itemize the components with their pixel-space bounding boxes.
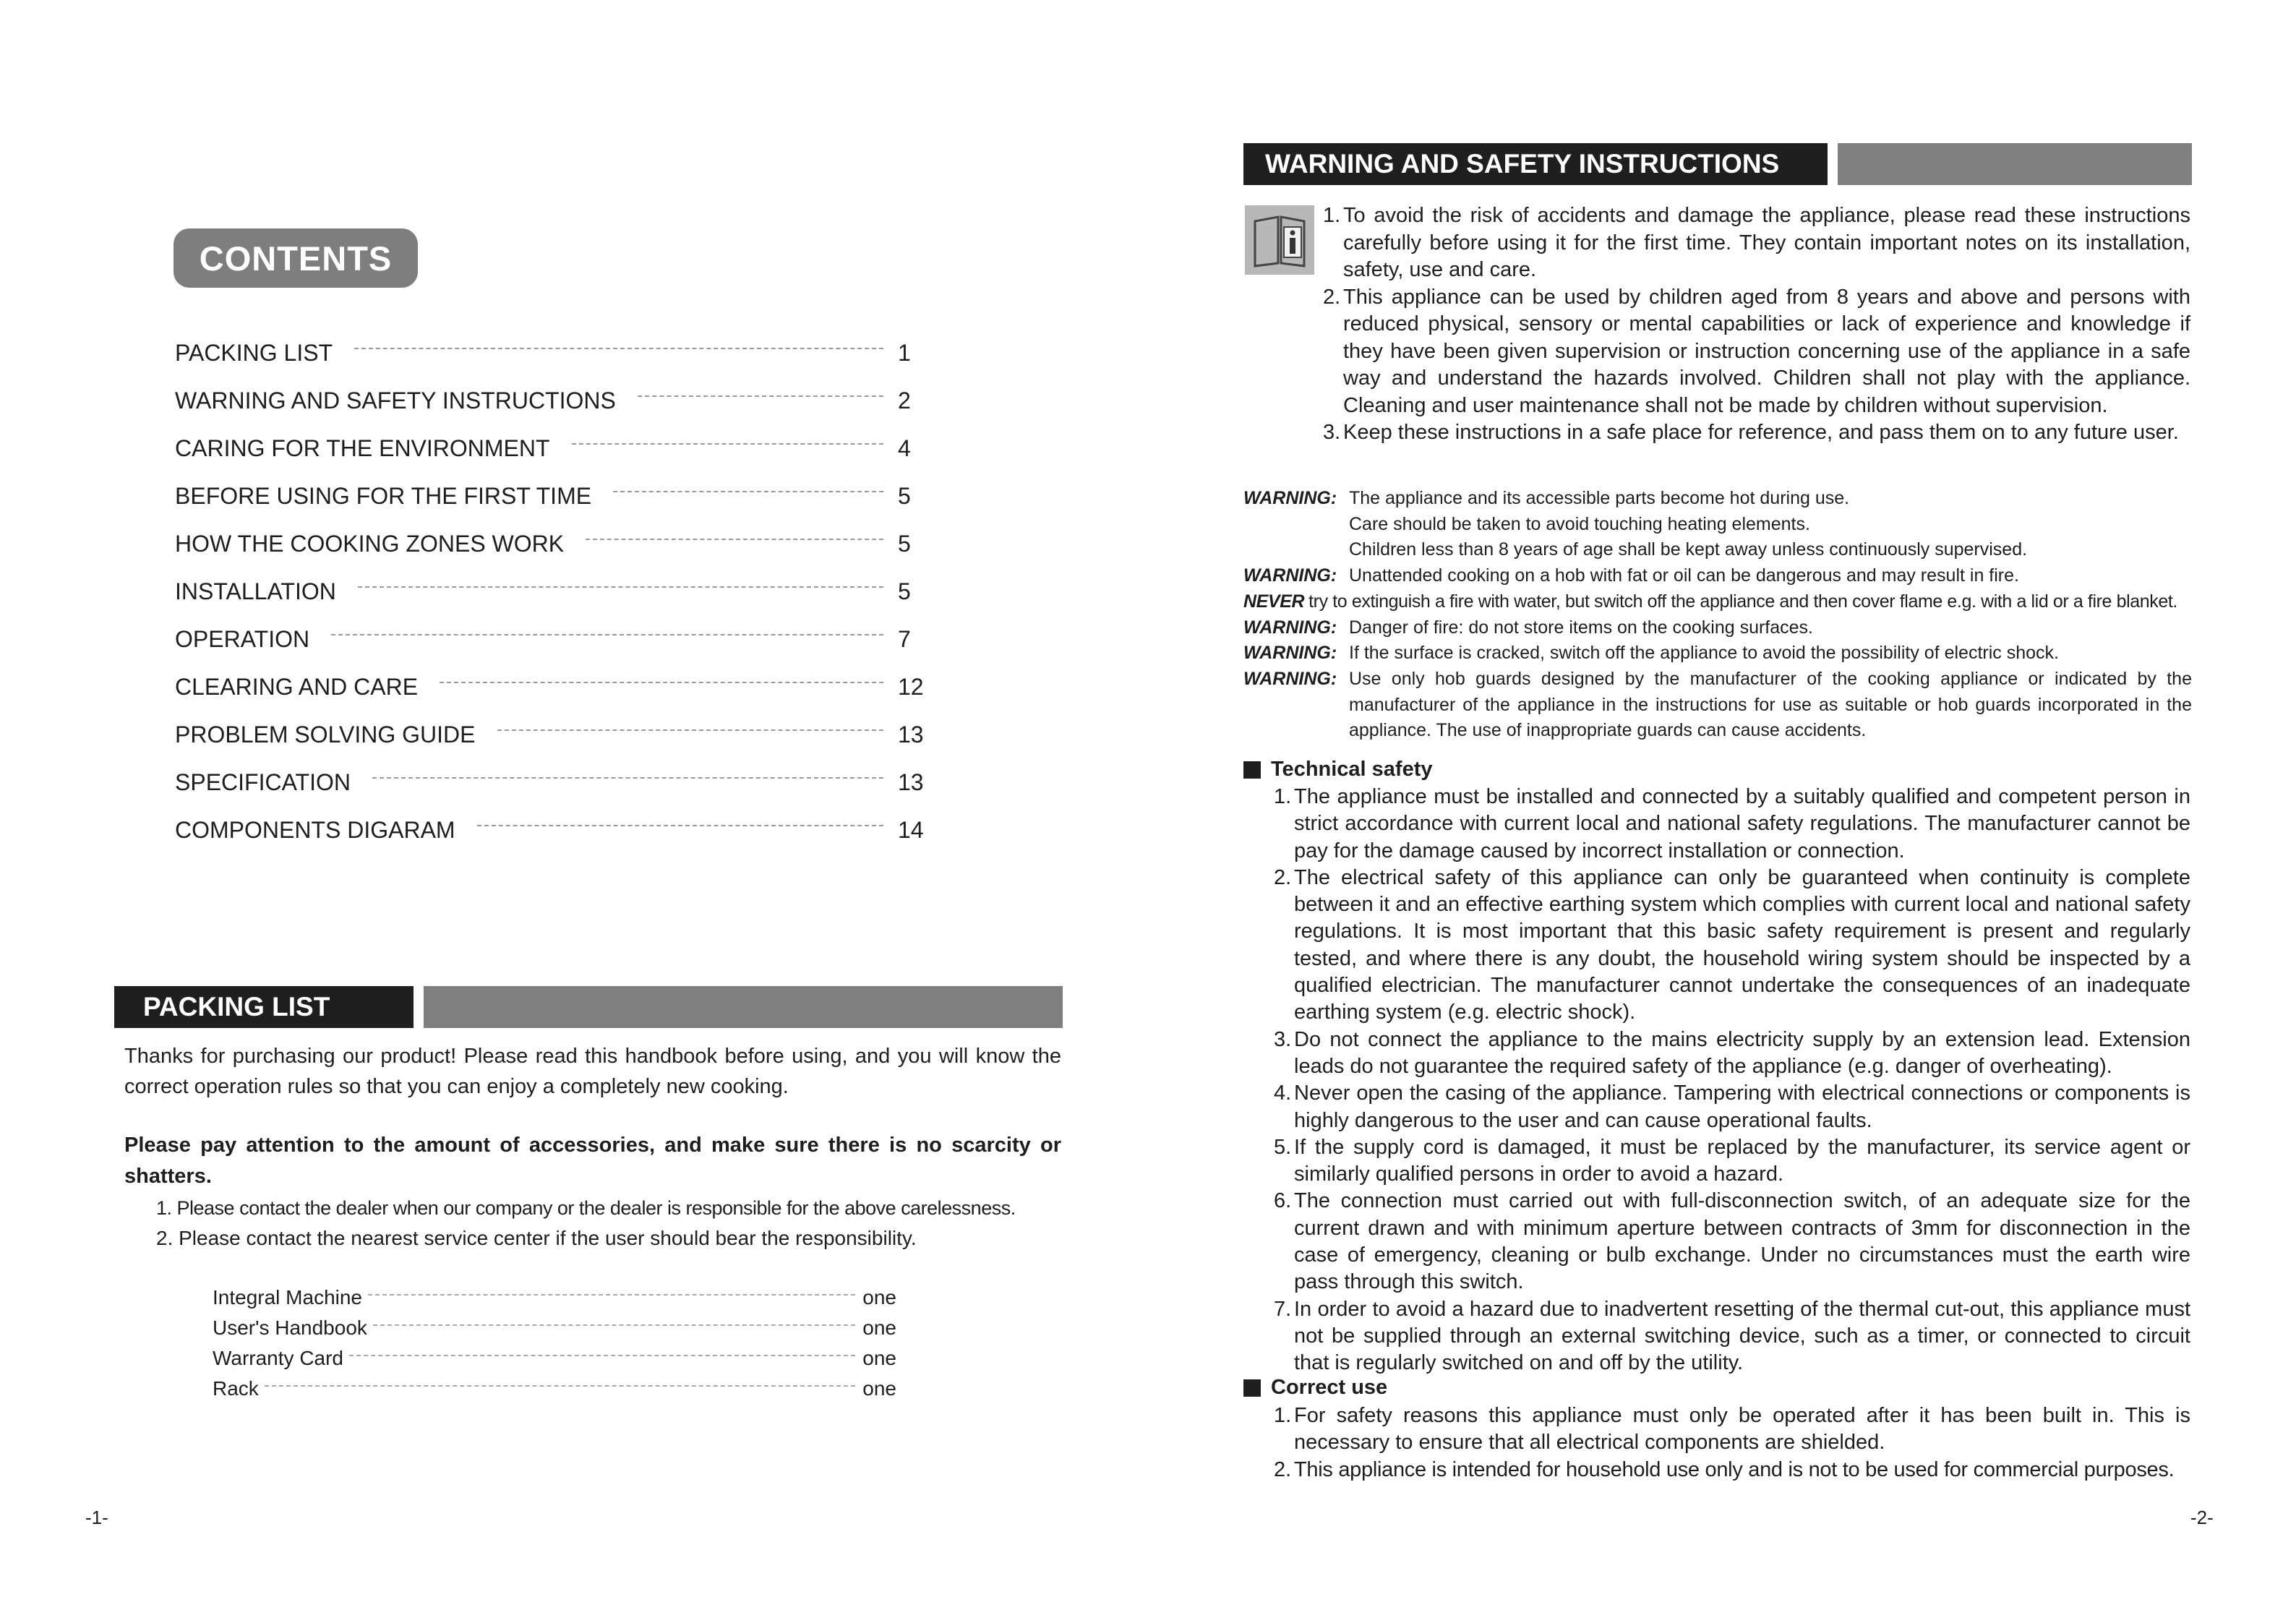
list-item bbox=[1274, 865, 2190, 1027]
item-number: 6. bbox=[1274, 1189, 1292, 1213]
toc-page: 12 bbox=[898, 673, 924, 700]
toc-page: 14 bbox=[898, 816, 924, 843]
square-bullet-icon bbox=[1243, 1379, 1261, 1397]
toc-entry bbox=[175, 806, 924, 854]
toc-leader bbox=[638, 395, 883, 397]
item-number: 4. bbox=[1274, 1082, 1292, 1105]
accessory-leader bbox=[265, 1385, 855, 1387]
warning-text: If the surface is cracked, switch off the appliance to avoid the possibility of electric shock. bbox=[1349, 643, 2059, 664]
warning-row bbox=[1243, 641, 2192, 667]
list-item bbox=[1274, 1134, 2190, 1189]
heading-text: Technical safety bbox=[1271, 758, 1433, 781]
never-text: try to extinguish a fire with water, but switch off the appliance and then cover flame e.g. with a lid or a fire blanket. bbox=[1308, 591, 2177, 612]
toc-label: OPERATION bbox=[175, 625, 310, 652]
accessory-list bbox=[213, 1282, 896, 1404]
item-number: 3. bbox=[1274, 1027, 1292, 1051]
toc-page: 5 bbox=[898, 578, 911, 604]
accessory-row bbox=[213, 1374, 896, 1404]
toc-page: 5 bbox=[898, 482, 911, 509]
packing-list-title: PACKING LIST bbox=[114, 986, 414, 1028]
item-text: The electrical safety of this appliance can only be guaranteed when continuity is complete between it and an effective earthing system which complies with current local and national safety regulations. It is most important that this basic safety requirement is present and regularly tested, and where there is any doubt, the household wiring system should be inspected by a qualified electrician. The manufacturer cannot undertake the consequences of an inadequate earthing system (e.g. electric shock). bbox=[1294, 865, 2190, 1024]
warning-row bbox=[1243, 486, 2192, 512]
warning-text: Use only hob guards designed by the manufacturer of the cooking appliance or indicated by the manufacturer of the appliance in the instructions for use as suitable or hob guards incorporated in the appliance. The use of inappropriate guards can cause accidents. bbox=[1349, 668, 2192, 741]
toc-entry bbox=[175, 615, 924, 663]
accessory-name: Integral Machine bbox=[213, 1286, 363, 1309]
item-number: 1. bbox=[1274, 1404, 1292, 1427]
toc-entry bbox=[175, 758, 924, 806]
technical-safety-list bbox=[1274, 784, 2190, 1377]
item-text: In order to avoid a hazard due to inadvertent resetting of the thermal cut-out, this appliance must not be supplied through an external switching device, such as a timer, or connected to circuit that is regularly switched on and off by the utility. bbox=[1294, 1297, 2190, 1375]
accessory-leader bbox=[373, 1324, 855, 1326]
warning-row bbox=[1243, 537, 2192, 563]
packing-note: 1. Please contact the dealer when our company or the dealer is responsible for the above carelessness. bbox=[156, 1197, 1016, 1219]
warning-header bbox=[1243, 143, 2192, 185]
item-number: 2. bbox=[1274, 865, 1292, 889]
item-text: If the supply cord is damaged, it must be replaced by the manufacturer, its service agent or similarly qualified persons in order to avoid a hazard. bbox=[1294, 1135, 2190, 1186]
header-bar-fill bbox=[424, 986, 1063, 1028]
item-text: For safety reasons this appliance must only be operated after it has been built in. This is necessary to ensure that all electrical components are shielded. bbox=[1294, 1404, 2190, 1455]
toc-leader bbox=[477, 825, 883, 826]
toc-leader bbox=[613, 491, 883, 492]
header-bar-fill bbox=[1838, 143, 2192, 185]
warning-row bbox=[1243, 615, 2192, 641]
accessory-qty: one bbox=[862, 1347, 896, 1369]
toc-entry bbox=[175, 711, 924, 758]
list-item bbox=[1274, 1296, 2190, 1377]
never-row bbox=[1243, 589, 2192, 615]
warning-keyword: WARNING: bbox=[1243, 488, 1337, 508]
list-item bbox=[1274, 1403, 2190, 1457]
list-item bbox=[1323, 202, 2190, 284]
toc-page: 4 bbox=[898, 434, 911, 461]
toc-label: WARNING AND SAFETY INSTRUCTIONS bbox=[175, 387, 616, 414]
toc-entry bbox=[175, 472, 924, 520]
accessory-row bbox=[213, 1343, 896, 1374]
item-text: Keep these instructions in a safe place for reference, and pass them on to any future user. bbox=[1343, 421, 2179, 444]
warning-row bbox=[1243, 563, 2192, 589]
item-text: This appliance can be used by children aged from 8 years and above and persons with reduced physical, sensory or mental capabilities or lack of experience and knowledge if they have been given supervision or instruction concerning use of the appliance in a safe way and understand the hazards involved. Children shall not play with the appliance. Cleaning and user maintenance shall not be made by children without supervision. bbox=[1343, 285, 2190, 417]
accessory-leader bbox=[349, 1355, 855, 1356]
correct-use-list bbox=[1274, 1403, 2190, 1483]
accessory-name: Rack bbox=[213, 1377, 259, 1400]
item-text: The connection must carried out with full-disconnection switch, of an adequate size for the current drawn and with minimum aperture between contracts of 3mm for disconnection in the case of emergency, cleaning or bulb exchange. Under no circumstances must the earth wire pass through this switch. bbox=[1294, 1189, 2190, 1294]
warning-notices bbox=[1243, 486, 2192, 744]
contents-heading: CONTENTS bbox=[174, 228, 418, 288]
toc-leader bbox=[586, 539, 883, 540]
accessory-row bbox=[213, 1282, 896, 1313]
list-item bbox=[1274, 1080, 2190, 1134]
toc-label: INSTALLATION bbox=[175, 578, 336, 604]
accessory-name: User's Handbook bbox=[213, 1316, 367, 1339]
table-of-contents bbox=[175, 329, 924, 854]
toc-entry bbox=[175, 663, 924, 711]
toc-label: CLEARING AND CARE bbox=[175, 673, 419, 700]
warning-title: WARNING AND SAFETY INSTRUCTIONS bbox=[1243, 143, 1828, 185]
toc-entry bbox=[175, 568, 924, 615]
item-text: The appliance must be installed and connected by a suitably qualified and competent person in strict accordance with current local and national safety regulations. The manufacturer cannot be pay for the damage caused by incorrect installation or connection. bbox=[1294, 785, 2190, 862]
toc-page: 2 bbox=[898, 387, 911, 414]
toc-entry bbox=[175, 520, 924, 568]
list-item bbox=[1274, 1457, 2190, 1483]
warning-text: Unattended cooking on a hob with fat or oil can be dangerous and may result in fire. bbox=[1349, 565, 2019, 586]
info-book-icon bbox=[1245, 205, 1314, 275]
item-number: 2. bbox=[1274, 1457, 1292, 1481]
warning-row bbox=[1243, 512, 2192, 538]
warning-text: Children less than 8 years of age shall be kept away unless continuously supervised. bbox=[1349, 539, 2028, 560]
toc-leader bbox=[358, 586, 883, 588]
warning-text: Care should be taken to avoid touching heating elements. bbox=[1349, 513, 1810, 534]
warning-keyword: WARNING: bbox=[1243, 617, 1337, 638]
accessory-qty: one bbox=[862, 1286, 896, 1309]
item-text: Never open the casing of the appliance. Tampering with electrical connections or components is highly dangerous to the user and can cause operational faults. bbox=[1294, 1082, 2190, 1132]
item-number: 1. bbox=[1323, 204, 1341, 227]
accessory-qty: one bbox=[862, 1377, 896, 1400]
item-number: 7. bbox=[1274, 1297, 1292, 1321]
toc-leader bbox=[331, 634, 883, 635]
item-text: To avoid the risk of accidents and damage the appliance, please read these instructions carefully before using it for the first time. They contain important notes on its installation, safety, use and care. bbox=[1343, 204, 2190, 281]
list-item bbox=[1274, 784, 2190, 865]
toc-label: HOW THE COOKING ZONES WORK bbox=[175, 530, 565, 557]
toc-page: 1 bbox=[898, 339, 911, 366]
accessory-qty: one bbox=[862, 1316, 896, 1339]
toc-label: CARING FOR THE ENVIRONMENT bbox=[175, 434, 550, 461]
accessory-row bbox=[213, 1313, 896, 1343]
page-number-right: -2- bbox=[2190, 1507, 2214, 1528]
toc-label: PROBLEM SOLVING GUIDE bbox=[175, 721, 476, 748]
item-number: 2. bbox=[1323, 285, 1341, 309]
toc-leader bbox=[440, 682, 883, 683]
warning-text: The appliance and its accessible parts become hot during use. bbox=[1349, 488, 1850, 508]
never-keyword: NEVER bbox=[1243, 591, 1305, 612]
toc-page: 5 bbox=[898, 530, 911, 557]
accessory-name: Warranty Card bbox=[213, 1347, 344, 1369]
toc-leader bbox=[354, 348, 883, 349]
item-number: 3. bbox=[1323, 421, 1341, 444]
packing-intro: Thanks for purchasing our product! Please read this handbook before using, and you will know the correct operation rules so that you can enjoy a completely new cooking. bbox=[124, 1045, 1061, 1098]
warning-keyword: WARNING: bbox=[1243, 643, 1337, 664]
toc-label: COMPONENTS DIGARAM bbox=[175, 816, 455, 843]
list-item bbox=[1274, 1188, 2190, 1296]
list-item bbox=[1274, 1027, 2190, 1081]
warning-keyword: WARNING: bbox=[1243, 668, 1337, 689]
item-text: Do not connect the appliance to the mains electricity supply by an extension lead. Extension leads do not guarantee the required safety of the appliance (e.g. danger of overheating). bbox=[1294, 1027, 2190, 1078]
packing-notes bbox=[156, 1193, 1067, 1254]
warning-keyword: WARNING: bbox=[1243, 565, 1337, 586]
toc-entry bbox=[175, 377, 924, 424]
heading-text: Correct use bbox=[1271, 1376, 1388, 1399]
correct-use-heading bbox=[1243, 1376, 1387, 1400]
toc-page: 7 bbox=[898, 625, 911, 652]
toc-label: PACKING LIST bbox=[175, 339, 333, 366]
packing-attention: Please pay attention to the amount of accessories, and make sure there is no scarcity or shatters. bbox=[124, 1134, 1061, 1188]
item-number: 1. bbox=[1274, 785, 1292, 808]
item-number: 5. bbox=[1274, 1135, 1292, 1159]
toc-leader bbox=[572, 443, 883, 445]
safety-intro-list bbox=[1323, 202, 2190, 447]
toc-entry bbox=[175, 424, 924, 472]
toc-entry bbox=[175, 329, 924, 377]
accessory-leader bbox=[368, 1294, 855, 1296]
list-item bbox=[1323, 419, 2190, 447]
toc-page: 13 bbox=[898, 721, 924, 748]
technical-safety-heading bbox=[1243, 758, 1433, 781]
toc-leader bbox=[372, 777, 883, 779]
packing-list-header bbox=[114, 986, 1063, 1028]
toc-label: BEFORE USING FOR THE FIRST TIME bbox=[175, 482, 592, 509]
toc-page: 13 bbox=[898, 768, 924, 795]
item-text: This appliance is intended for household use only and is not to be used for commercial purposes. bbox=[1294, 1457, 2175, 1481]
list-item bbox=[1323, 284, 2190, 420]
warning-row bbox=[1243, 667, 2192, 744]
page-number-left: -1- bbox=[85, 1507, 108, 1528]
square-bullet-icon bbox=[1243, 761, 1261, 779]
packing-note: 2. Please contact the nearest service center if the user should bear the responsibility. bbox=[156, 1227, 917, 1249]
toc-label: SPECIFICATION bbox=[175, 768, 351, 795]
warning-text: Danger of fire: do not store items on the cooking surfaces. bbox=[1349, 617, 1814, 638]
toc-leader bbox=[497, 729, 884, 731]
